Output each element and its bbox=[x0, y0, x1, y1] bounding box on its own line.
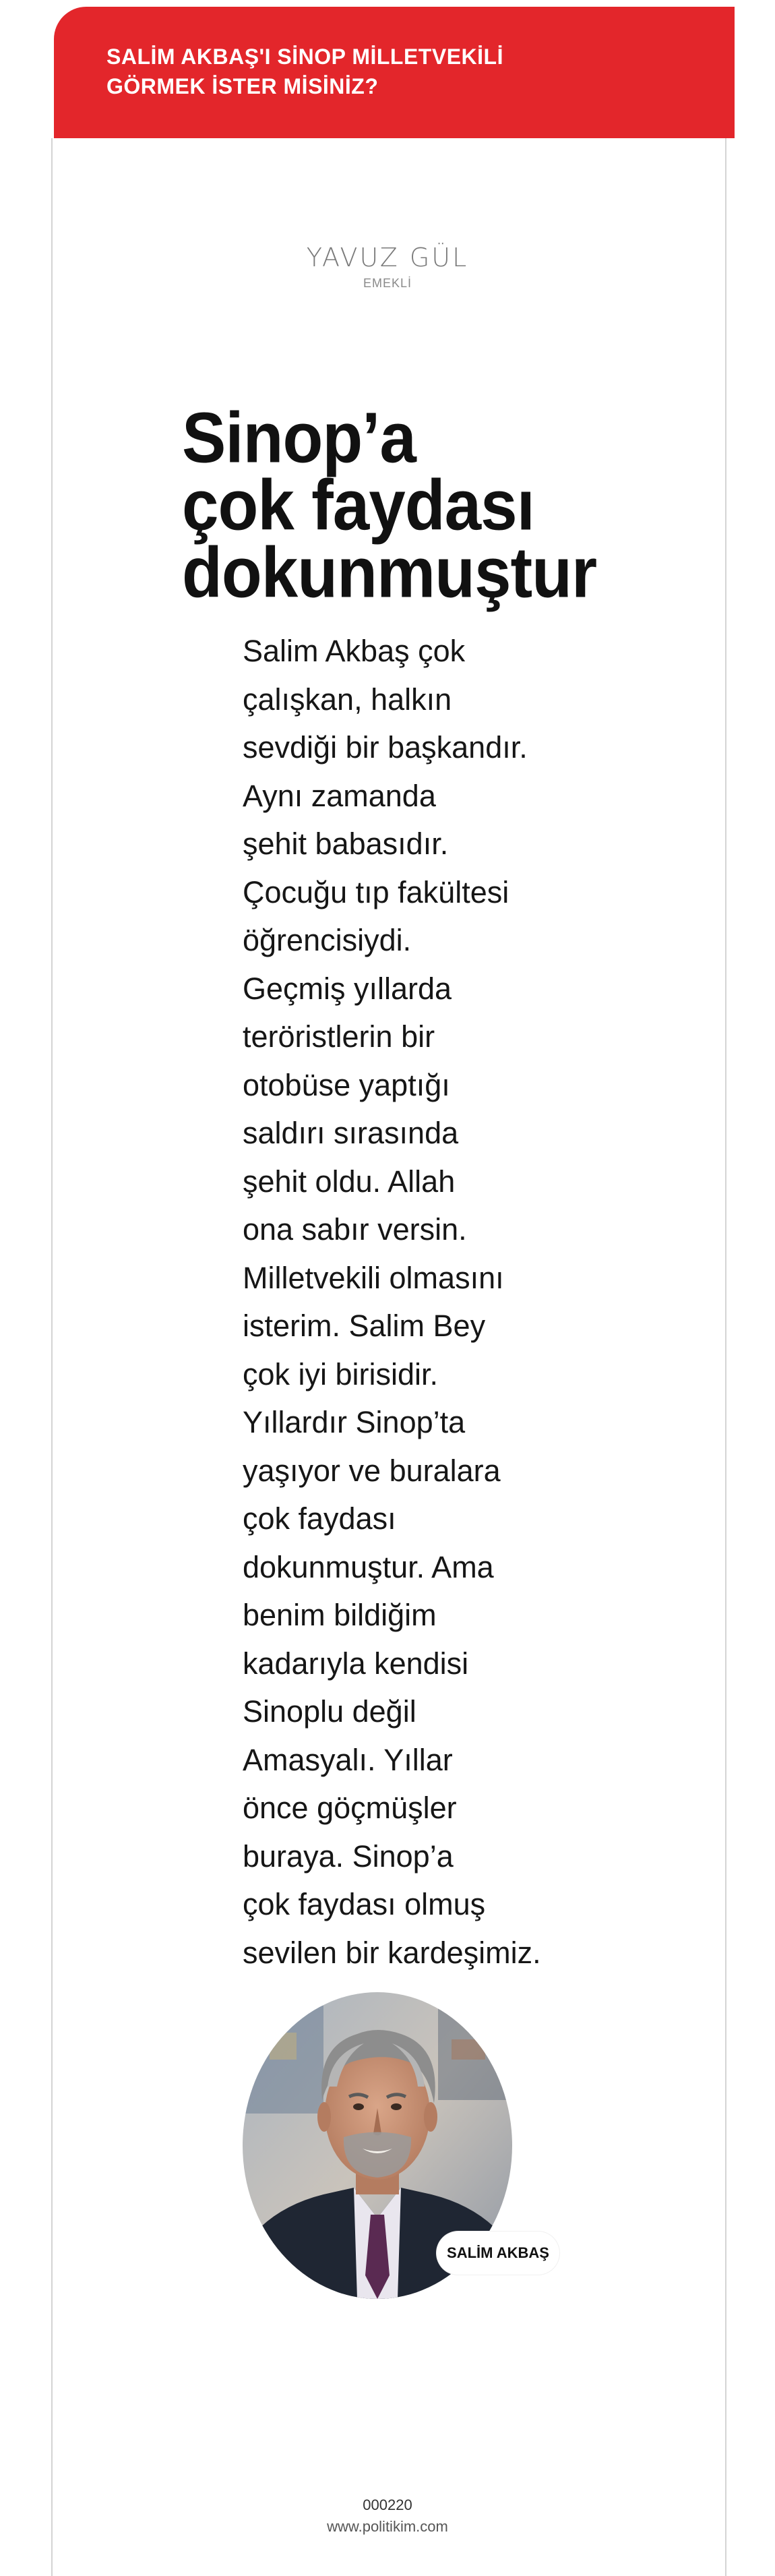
body-line: öğrencisiydi. bbox=[243, 923, 412, 957]
respondent-info bbox=[0, 243, 775, 291]
body-line: sevilen bir kardeşimiz. bbox=[243, 1935, 541, 1970]
body-line: çalışkan, halkın bbox=[243, 682, 452, 717]
headline-line-3: dokunmuştur bbox=[182, 532, 597, 613]
article-headline bbox=[182, 397, 721, 613]
body-line: Aynı zamanda bbox=[243, 778, 436, 813]
body-line: çok iyi birisidir. bbox=[243, 1356, 439, 1391]
body-line: otobüse yaptığı bbox=[243, 1067, 450, 1102]
body-line: saldırı sırasında bbox=[243, 1116, 459, 1150]
banner-title-line-1: SALİM AKBAŞ'I SİNOP MİLLETVEKİLİ bbox=[106, 44, 503, 69]
banner-title-line-2: GÖRMEK İSTER MİSİNİZ? bbox=[106, 74, 379, 98]
header-banner bbox=[54, 7, 735, 138]
body-line: sevdiği bir başkandır. bbox=[243, 730, 528, 765]
article-body bbox=[243, 627, 620, 1977]
body-line: kadarıyla kendisi bbox=[243, 1646, 469, 1681]
body-line: buraya. Sinop’a bbox=[243, 1838, 454, 1874]
body-line: Geçmiş yıllarda bbox=[243, 971, 452, 1006]
body-line: Çocuğu tıp fakültesi bbox=[243, 874, 509, 909]
body-line: çok faydası olmuş bbox=[243, 1887, 486, 1921]
body-line: isterim. Salim Bey bbox=[243, 1309, 486, 1343]
body-line: yaşıyor ve buralara bbox=[243, 1453, 501, 1488]
footer-website: www.politikim.com bbox=[327, 2518, 448, 2535]
body-line: ona sabır versin. bbox=[243, 1212, 467, 1247]
body-line: Milletvekili olmasını bbox=[243, 1260, 504, 1295]
body-line: benim bildiğim bbox=[243, 1598, 437, 1632]
body-line: şehit oldu. Allah bbox=[243, 1164, 456, 1199]
respondent-occupation: EMEKLİ bbox=[363, 276, 412, 290]
body-line: Salim Akbaş çok bbox=[243, 634, 466, 668]
body-line: Yıllardır Sinop’ta bbox=[243, 1405, 466, 1439]
body-line: Sinoplu değil bbox=[243, 1694, 416, 1729]
respondent-name: YAVUZ GÜL bbox=[306, 243, 469, 272]
footer-code: 000220 bbox=[363, 2496, 412, 2513]
body-line: dokunmuştur. Ama bbox=[243, 1549, 494, 1584]
body-line: önce göçmüşler bbox=[243, 1791, 457, 1825]
body-line: şehit babasıdır. bbox=[243, 827, 449, 861]
body-line: teröristlerin bir bbox=[243, 1019, 435, 1054]
body-line: çok faydası bbox=[243, 1501, 396, 1536]
page-footer bbox=[0, 2494, 775, 2538]
headline-line-2: çok faydası bbox=[182, 465, 534, 545]
headline-line-1: Sinop’a bbox=[182, 397, 416, 478]
photo-caption: SALİM AKBAŞ bbox=[437, 2231, 559, 2275]
body-line: Amasyalı. Yıllar bbox=[243, 1742, 453, 1777]
